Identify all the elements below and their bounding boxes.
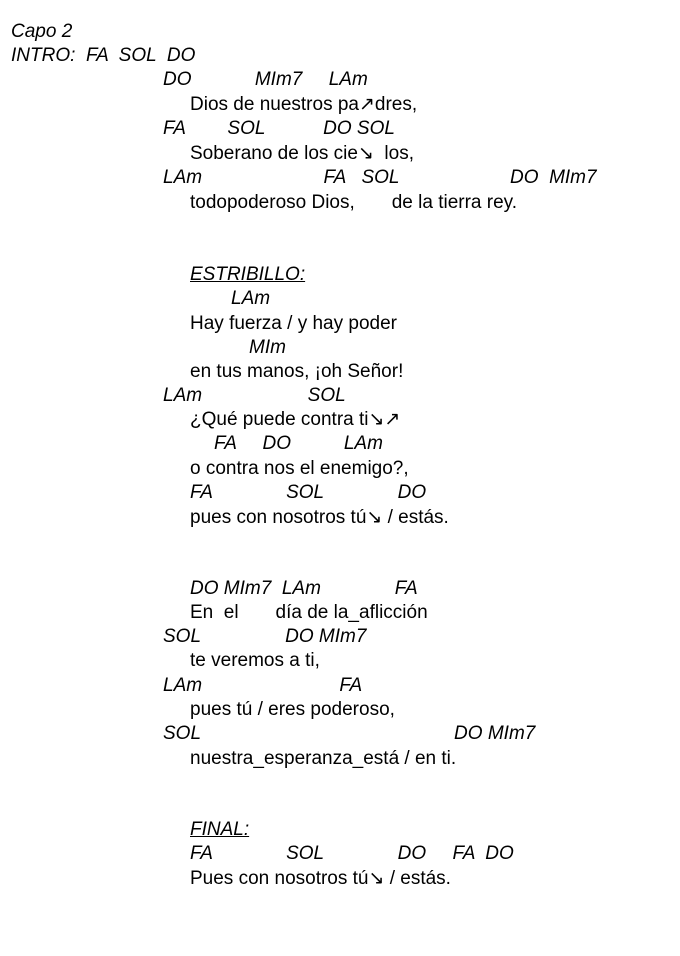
final-chords-1: FA SOL DO FA DO: [190, 843, 514, 864]
verse2-lyric-3: pues tú / eres poderoso,: [190, 699, 395, 720]
final-heading: FINAL:: [190, 819, 250, 840]
verse2-lyric-4: nuestra_esperanza_está / en ti.: [190, 748, 457, 769]
estribillo-chords-5: FA SOL DO: [190, 482, 427, 503]
intro-line: INTRO: FA SOL DO: [11, 45, 196, 66]
estribillo-chords-4: FA DO LAm: [214, 433, 383, 454]
estribillo-lyric-1: Hay fuerza / y hay poder: [190, 313, 397, 334]
verse2-chords-3: LAm FA: [163, 675, 363, 696]
estribillo-lyric-3: ¿Qué puede contra ti↘↗: [190, 409, 401, 430]
verse2-chords-2: SOL DO MIm7: [163, 626, 367, 647]
verse1-lyric-3: todopoderoso Dios, de la tierra rey.: [190, 192, 518, 213]
verse2-chords-1: DO MIm7 LAm FA: [190, 578, 418, 599]
verse2-chords-4: SOL DO MIm7: [163, 723, 536, 744]
estribillo-chords-1: LAm: [231, 288, 271, 309]
estribillo-lyric-5: pues con nosotros tú↘ / estás.: [190, 507, 449, 528]
verse1-lyric-2: Soberano de los cie↘ los,: [190, 143, 414, 164]
verse1-chords-2: FA SOL DO SOL: [163, 118, 395, 139]
capo-note: Capo 2: [11, 21, 73, 42]
verse2-lyric-2: te veremos a ti,: [190, 650, 320, 671]
estribillo-lyric-4: o contra nos el enemigo?,: [190, 458, 409, 479]
verse1-chords-3: LAm FA SOL DO MIm7: [163, 167, 597, 188]
estribillo-heading: ESTRIBILLO:: [190, 264, 306, 285]
estribillo-chords-2: MIm: [249, 337, 286, 358]
verse2-lyric-1: En el día de la_aflicción: [190, 602, 428, 623]
verse1-chords-1: DO MIm7 LAm: [163, 69, 368, 90]
verse1-lyric-1: Dios de nuestros pa↗dres,: [190, 94, 418, 115]
final-lyric-1: Pues con nosotros tú↘ / estás.: [190, 868, 451, 889]
estribillo-lyric-2: en tus manos, ¡oh Señor!: [190, 361, 404, 382]
estribillo-chords-3: LAm SOL: [163, 385, 346, 406]
